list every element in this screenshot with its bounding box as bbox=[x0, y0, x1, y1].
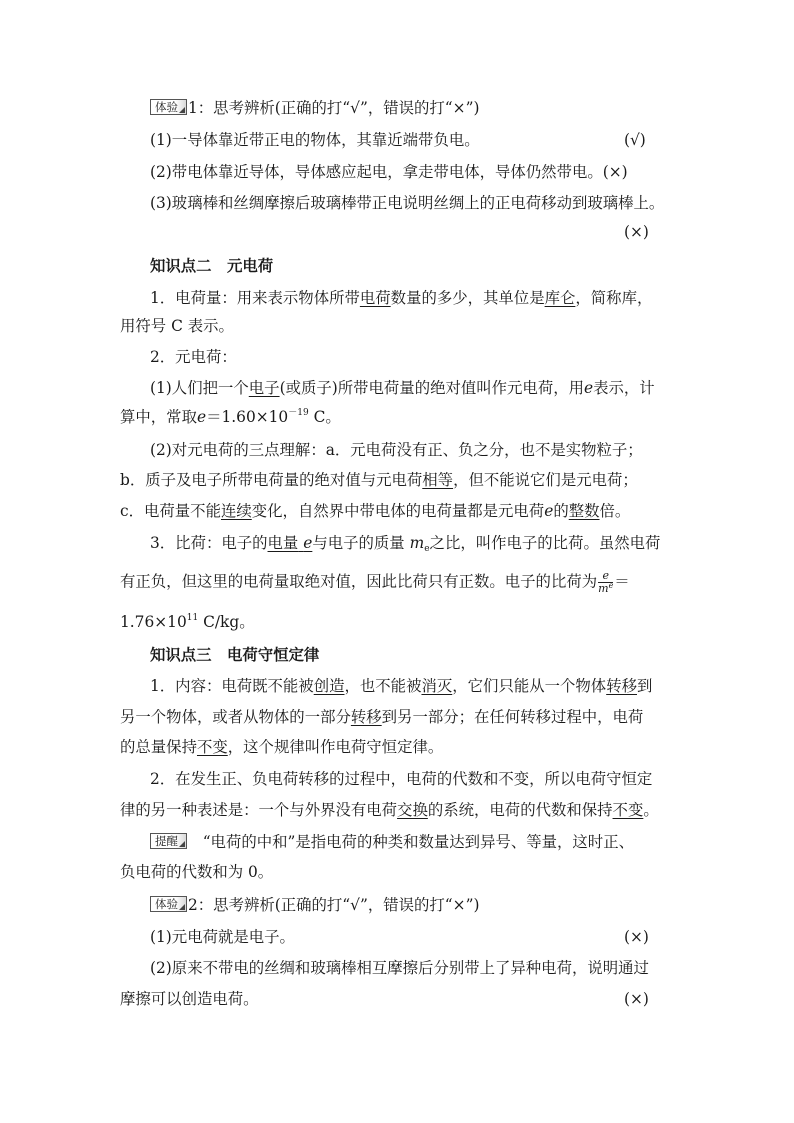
text: ，这个规律叫作电荷守恒定律。 bbox=[227, 738, 444, 756]
text: 的 bbox=[553, 502, 569, 520]
exercise-1-q1-answer: (√) bbox=[624, 131, 646, 149]
kp2-p3-line1 bbox=[150, 533, 660, 553]
tip-line1 bbox=[150, 832, 634, 852]
underlined-term: 电荷 bbox=[359, 289, 391, 307]
text: (或质子)所带电荷量的绝对值叫作元电荷，用 bbox=[279, 379, 584, 397]
underlined-term: 库仑 bbox=[544, 289, 576, 307]
underlined-term: 消灭 bbox=[421, 677, 453, 695]
kp2-p2-2-line3 bbox=[120, 501, 630, 521]
kp2-p3-line3 bbox=[120, 612, 255, 632]
underlined-term: 相等 bbox=[422, 471, 454, 489]
text: 。 bbox=[643, 801, 659, 819]
text: C/kg。 bbox=[198, 613, 255, 631]
text: ，简称库， bbox=[575, 289, 653, 307]
underlined-term: 整数 bbox=[568, 502, 600, 520]
text: 1．电荷量：用来表示物体所带 bbox=[150, 289, 360, 307]
exercise-1-q2-answer: (×) bbox=[602, 163, 628, 181]
symbol-e: e bbox=[196, 408, 207, 426]
tip-text: “电荷的中和”是指电荷的种类和数量达到异号、等量，这时正、 bbox=[202, 833, 634, 851]
exercise-1-q3-answer: (×) bbox=[624, 223, 649, 241]
fraction bbox=[598, 570, 613, 595]
exercise-1-title bbox=[150, 98, 479, 118]
exercise-2-q1-answer: (×) bbox=[624, 928, 649, 946]
text: ，它们只能从一个物体 bbox=[452, 677, 607, 695]
text: 的系统，电荷的代数和保持 bbox=[427, 801, 613, 819]
exponent: －19 bbox=[288, 408, 309, 418]
text: 律的另一种表述是：一个与外界没有电荷 bbox=[120, 801, 398, 819]
kp3-p1-line3 bbox=[120, 737, 443, 757]
exercise-2-title bbox=[150, 895, 479, 915]
symbol-e: e bbox=[584, 379, 594, 397]
exercise-2-q2-answer: (×) bbox=[624, 990, 649, 1008]
text: 1．内容：电荷既不能被 bbox=[150, 677, 314, 695]
underlined-term bbox=[268, 534, 313, 552]
text: C。 bbox=[308, 408, 341, 426]
underlined-term: 不变 bbox=[612, 801, 644, 819]
text: 的总量保持 bbox=[120, 738, 197, 756]
underlined-term: 转移 bbox=[350, 708, 382, 726]
text: ＝ bbox=[614, 572, 630, 591]
section-heading-kp3: 知识点三 电荷守恒定律 bbox=[150, 646, 320, 664]
kp2-p2-title: 2．元电荷： bbox=[150, 348, 237, 366]
text: 与电子的质量 bbox=[312, 534, 405, 552]
text: 变化，自然界中带电体的电荷量都是元电荷 bbox=[251, 502, 545, 520]
symbol-e: e bbox=[303, 534, 313, 552]
text: 3．比荷：电子的 bbox=[150, 534, 268, 552]
exercise-1-title-text: 1：思考辨析(正确的打“√”，错误的打“×”) bbox=[188, 99, 480, 117]
fraction-denominator bbox=[598, 583, 613, 595]
kp2-p3-line2 bbox=[120, 570, 630, 595]
text: 有正负，但这里的电荷量取绝对值，因此比荷只有正数。电子的比荷为 bbox=[120, 572, 598, 591]
kp2-p2-1-line1 bbox=[150, 378, 655, 398]
exercise-2-q2-line1: (2)原来不带电的丝绸和玻璃棒相互摩擦后分别带上了异种电荷，说明通过 bbox=[150, 959, 649, 977]
exponent: 11 bbox=[186, 613, 199, 623]
text: c．电荷量不能 bbox=[120, 502, 221, 520]
symbol-m: m bbox=[409, 534, 425, 552]
text: 数量的多少，其单位是 bbox=[390, 289, 545, 307]
text: 算中，常取 bbox=[120, 408, 197, 426]
superscript: e bbox=[608, 581, 614, 590]
text: ，但不能说它们是元电荷； bbox=[453, 471, 638, 489]
tip-badge: 提醒 bbox=[150, 833, 187, 849]
text: m bbox=[598, 582, 609, 595]
exercise-1-q2-text: (2)带电体靠近导体，导体感应起电，拿走带电体，导体仍然带电。 bbox=[150, 163, 603, 181]
exercise-badge: 体验 bbox=[150, 99, 187, 115]
text: (1)人们把一个 bbox=[150, 379, 249, 397]
text: ，也不能被 bbox=[344, 677, 422, 695]
text: 电量 bbox=[267, 534, 299, 552]
underlined-term: 转移 bbox=[606, 677, 637, 695]
kp3-p1-line2 bbox=[120, 707, 643, 727]
text: 1.76×10 bbox=[120, 613, 187, 631]
exercise-1-q1: (1)一导体靠近带正电的物体，其靠近端带负电。 bbox=[150, 131, 480, 149]
section-heading-kp2: 知识点二 元电荷 bbox=[150, 257, 274, 275]
fraction-numerator: e bbox=[598, 570, 613, 583]
kp2-p1-line1 bbox=[150, 288, 652, 308]
text: ＝1.60×10 bbox=[206, 408, 289, 426]
underlined-term: 创造 bbox=[313, 677, 345, 695]
text: 之比，叫作电子的比荷。虽然电荷 bbox=[429, 534, 661, 552]
symbol-e: e bbox=[544, 502, 554, 520]
text: b．质子及电子所带电荷量的绝对值与元电荷 bbox=[120, 471, 423, 489]
kp3-p2-line2 bbox=[120, 800, 659, 820]
text: 表示，计 bbox=[593, 379, 655, 397]
underlined-term: 不变 bbox=[196, 738, 228, 756]
text: 到另一部分；在任何转移过程中，电荷 bbox=[381, 708, 644, 726]
text: 倍。 bbox=[599, 502, 631, 520]
kp3-p2-line1: 2．在发生正、负电荷转移的过程中，电荷的代数和不变，所以电荷守恒定 bbox=[150, 770, 653, 788]
underlined-term: 交换 bbox=[397, 801, 428, 819]
exercise-1-q3: (3)玻璃棒和丝绸摩擦后玻璃棒带正电说明丝绸上的正电荷移动到玻璃棒上。 bbox=[150, 194, 665, 212]
tip-line2: 负电荷的代数和为 0。 bbox=[120, 863, 274, 881]
underlined-term: 连续 bbox=[220, 502, 252, 520]
exercise-2-q1: (1)元电荷就是电子。 bbox=[150, 928, 295, 946]
underlined-term: 电子 bbox=[248, 379, 280, 397]
exercise-2-q2-line2: 摩擦可以创造电荷。 bbox=[120, 990, 259, 1008]
exercise-2-title-text: 2：思考辨析(正确的打“√”，错误的打“×”) bbox=[188, 896, 480, 914]
kp2-p2-1-line2 bbox=[120, 407, 341, 427]
text: 另一个物体，或者从物体的一部分 bbox=[120, 708, 351, 726]
exercise-1-q2 bbox=[150, 162, 628, 182]
kp2-p2-2-line2 bbox=[120, 470, 638, 490]
text: 到 bbox=[636, 677, 653, 695]
kp3-p1-line1 bbox=[150, 676, 652, 696]
exercise-badge: 体验 bbox=[150, 896, 187, 912]
subscript: e bbox=[424, 544, 430, 554]
kp2-p2-2-line1: (2)对元电荷的三点理解：a．元电荷没有正、负之分，也不是实物粒子； bbox=[150, 441, 643, 459]
kp2-p1-line2: 用符号 C 表示。 bbox=[120, 317, 234, 335]
